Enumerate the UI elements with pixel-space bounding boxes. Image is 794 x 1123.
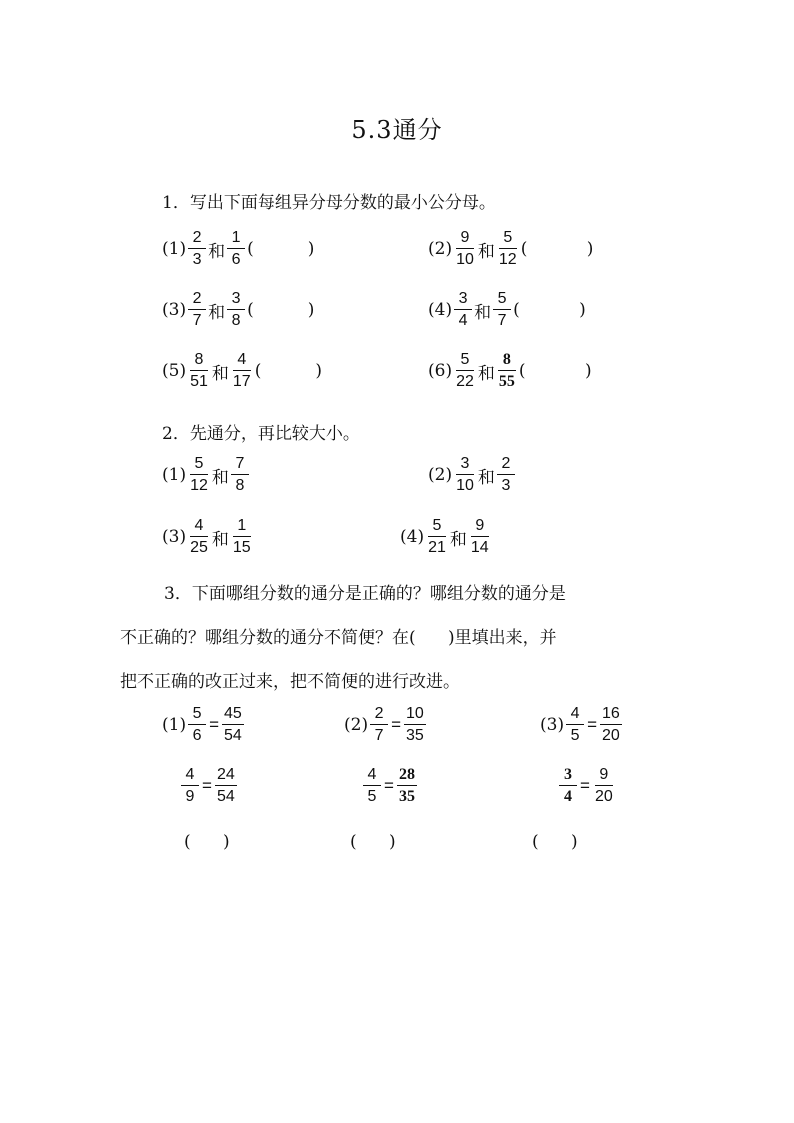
fraction-b: $\frac{2}{3}$: [497, 456, 515, 494]
answer-blank[interactable]: ( ): [520, 239, 594, 259]
fraction-a: $\frac{2}{3}$: [188, 230, 206, 268]
fraction-right: $\frac{16}{20}$: [602, 705, 620, 744]
fraction-b: $\frac{1}{15}$: [232, 517, 251, 556]
item-label: (1): [162, 239, 187, 259]
answer-blank[interactable]: ( ): [247, 239, 315, 259]
section3-paragraph: [120, 572, 680, 704]
page-title: 5.3通分: [351, 116, 443, 144]
item-label: (2): [344, 715, 369, 735]
item-label: (1): [162, 715, 187, 735]
answer-blank[interactable]: ( ): [518, 361, 592, 381]
item-label: (3): [162, 300, 187, 320]
s3-group-3-eq1: [540, 706, 623, 744]
fraction-b: $\frac{4}{17}$: [232, 351, 251, 390]
s3-group-3-answer-blank[interactable]: ( ): [532, 832, 578, 852]
section3-line-2: 不正确的？哪组分数的通分不简便？在( )里填出来，并: [120, 628, 557, 648]
item-label: (1): [162, 465, 187, 485]
s3-group-2-answer-blank[interactable]: ( ): [350, 832, 396, 852]
equals-sign: =: [587, 715, 598, 734]
fraction-right: $\frac{10}{35}$: [406, 705, 424, 744]
fraction-left: $\frac{3}{4}$: [559, 767, 577, 805]
s3-group-2-eq1: [344, 706, 427, 744]
conjunction: 和: [477, 241, 495, 262]
answer-blank[interactable]: ( ): [254, 361, 322, 381]
answer-blank[interactable]: ( ): [247, 300, 315, 320]
fraction-a: $\frac{5}{12}$: [190, 455, 208, 494]
s1-item-6: [428, 352, 592, 390]
s3-group-1-eq2: [180, 767, 238, 805]
fraction-b: $\frac{5}{7}$: [493, 291, 511, 329]
s2-item-1: [162, 456, 250, 494]
fraction-a: $\frac{9}{10}$: [456, 229, 474, 268]
fraction-b: $\frac{8}{55}$: [498, 351, 515, 390]
section3-line-3: 把不正确的改正过来，把不简便的进行改进。: [120, 672, 460, 692]
s2-item-4: [400, 518, 492, 556]
s1-item-5: [162, 352, 322, 390]
conjunction: 和: [211, 363, 229, 384]
item-label: (2): [428, 239, 453, 259]
fraction-a: $\frac{4}{25}$: [190, 517, 208, 556]
s3-group-3-eq2: [558, 767, 616, 805]
item-label: (3): [540, 715, 565, 735]
item-label: (3): [162, 527, 187, 547]
conjunction: 和: [449, 529, 467, 550]
s2-item-2: [428, 456, 516, 494]
fraction-right: $\frac{9}{20}$: [594, 766, 613, 805]
fraction-a: $\frac{3}{10}$: [456, 455, 474, 494]
fraction-a: $\frac{5}{22}$: [456, 351, 474, 390]
section2-heading: 2．先通分，再比较大小。: [162, 424, 360, 444]
fraction-right: $\frac{28}{35}$: [398, 766, 415, 805]
item-label: (4): [400, 527, 425, 547]
s3-group-1-eq1: [162, 706, 245, 744]
equals-sign: =: [580, 776, 590, 795]
s1-item-4: [428, 291, 586, 329]
item-label: (5): [162, 361, 187, 381]
section3-line-1: 3．下面哪组分数的通分是正确的？哪组分数的通分是: [164, 584, 566, 604]
fraction-left: $\frac{2}{7}$: [370, 706, 388, 744]
s1-item-2: [428, 230, 593, 268]
fraction-a: $\frac{3}{4}$: [454, 291, 472, 329]
fraction-a: $\frac{5}{21}$: [428, 517, 446, 556]
equals-sign: =: [202, 776, 212, 795]
item-label: (4): [428, 300, 453, 320]
s1-item-1: [162, 230, 314, 268]
fraction-left: $\frac{4}{5}$: [566, 706, 584, 744]
item-label: (2): [428, 465, 453, 485]
equals-sign: =: [391, 715, 402, 734]
section1-heading: 1．写出下面每组异分母分数的最小公分母。: [162, 193, 496, 213]
s3-group-2-eq2: [362, 767, 418, 805]
item-label: (6): [428, 361, 453, 381]
fraction-b: $\frac{3}{8}$: [227, 291, 245, 329]
conjunction: 和: [208, 302, 226, 323]
fraction-left: $\frac{4}{9}$: [181, 767, 199, 805]
fraction-b: $\frac{5}{12}$: [498, 229, 517, 268]
equals-sign: =: [384, 776, 394, 795]
s1-item-3: [162, 291, 314, 329]
conjunction: 和: [211, 467, 229, 488]
fraction-right: $\frac{45}{54}$: [224, 705, 242, 744]
conjunction: 和: [208, 241, 226, 262]
fraction-b: $\frac{1}{6}$: [227, 230, 245, 268]
s2-item-3: [162, 518, 254, 556]
conjunction: 和: [477, 467, 495, 488]
fraction-left: $\frac{4}{5}$: [363, 767, 381, 805]
fraction-a: $\frac{2}{7}$: [188, 291, 206, 329]
conjunction: 和: [211, 529, 229, 550]
fraction-right: $\frac{24}{54}$: [216, 766, 235, 805]
fraction-left: $\frac{5}{6}$: [188, 706, 206, 744]
conjunction: 和: [474, 302, 492, 323]
fraction-b: $\frac{9}{14}$: [470, 517, 489, 556]
conjunction: 和: [477, 363, 495, 384]
s3-group-1-answer-blank[interactable]: ( ): [184, 832, 230, 852]
fraction-b: $\frac{7}{8}$: [231, 456, 249, 494]
answer-blank[interactable]: ( ): [513, 300, 586, 320]
equals-sign: =: [209, 715, 220, 734]
fraction-a: $\frac{8}{51}$: [190, 351, 208, 390]
